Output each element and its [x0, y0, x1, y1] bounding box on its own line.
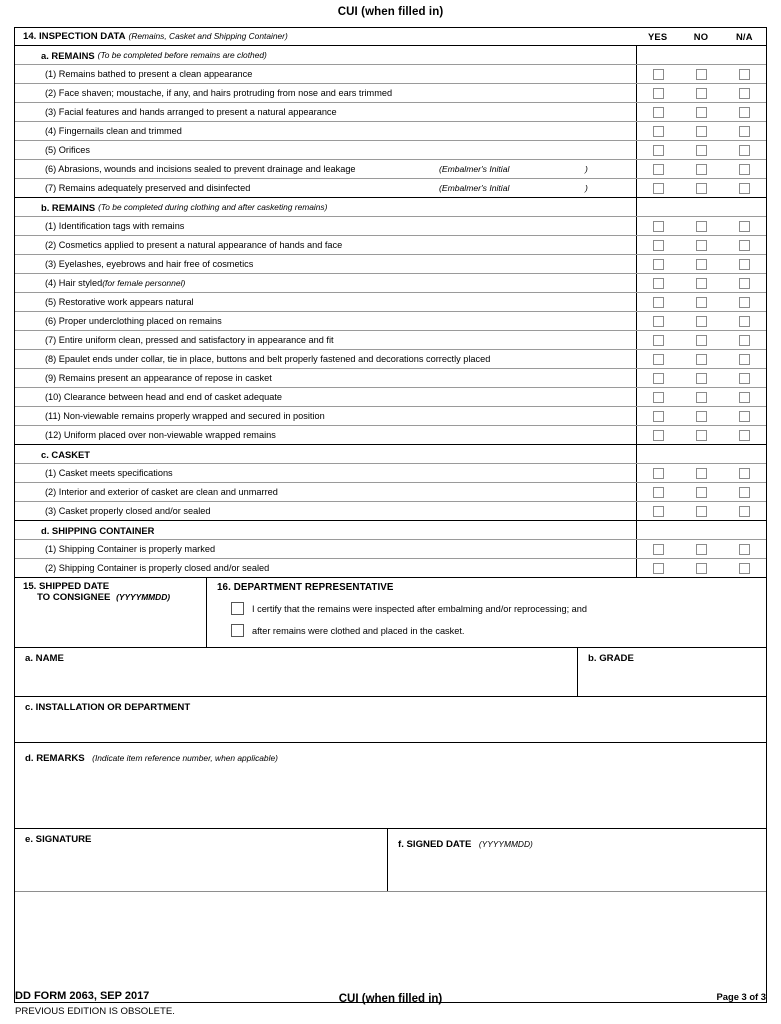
checkbox-cell-na[interactable] — [723, 103, 766, 121]
table-row — [15, 216, 766, 235]
checkbox-no[interactable] — [696, 506, 707, 517]
table-row — [15, 463, 766, 482]
name-field-cell[interactable] — [15, 648, 578, 696]
section-14-header-row — [15, 28, 766, 45]
checkbox-na[interactable] — [739, 297, 750, 308]
checkbox-cell-no[interactable] — [680, 217, 723, 235]
checkbox-cell-na[interactable] — [723, 483, 766, 501]
item-label: (2) Shipping Container is properly closed and/or sealed — [45, 562, 270, 573]
table-row — [15, 330, 766, 349]
certify-label-1: I certify that the remains were inspected after embalming and/or reprocessing; and — [252, 603, 588, 614]
group-b-heading-italic: (To be completed during clothing and after casketing remains) — [98, 201, 328, 212]
embalmer-initial-label: (Embalmer's Initial — [439, 183, 510, 193]
checkbox-no[interactable] — [696, 240, 707, 251]
table-row — [15, 368, 766, 387]
checkbox-cell-no[interactable] — [680, 350, 723, 368]
section-15-label-line1: 15. SHIPPED DATE — [23, 581, 110, 592]
checkbox-no[interactable] — [696, 297, 707, 308]
row-checkboxes — [636, 274, 766, 292]
checkbox-cell-no[interactable] — [680, 122, 723, 140]
group-c-heading — [15, 445, 636, 463]
checkbox-no[interactable] — [696, 221, 707, 232]
row-checkboxes — [636, 179, 766, 197]
yes-no-na-header — [636, 28, 766, 45]
row-checkboxes — [636, 331, 766, 349]
table-row — [15, 539, 766, 558]
signature-label: e. SIGNATURE — [25, 834, 92, 845]
checkbox-yes[interactable] — [653, 259, 664, 270]
checkbox-cell-yes[interactable] — [637, 217, 680, 235]
row-checkboxes — [636, 293, 766, 311]
table-row — [15, 159, 766, 178]
remarks-field-cell[interactable] — [15, 742, 766, 828]
item-label: (8) Epaulet ends under collar, tie in place, buttons and belt properly fastened and decorations correctly placed — [45, 353, 491, 364]
checkbox-cell-yes[interactable] — [637, 350, 680, 368]
checkbox-na[interactable] — [739, 164, 750, 175]
item-label: (1) Casket meets specifications — [45, 467, 173, 478]
embalmer-initial-label: (Embalmer's Initial — [439, 164, 510, 174]
checkbox-na[interactable] — [739, 506, 750, 517]
column-header-no: NO — [693, 31, 709, 42]
item-label: (2) Cosmetics applied to present a natural appearance of hands and face — [45, 239, 343, 250]
row-checkboxes — [636, 160, 766, 178]
certify-checkbox-2[interactable] — [231, 624, 244, 637]
item-label: (4) Fingernails clean and trimmed — [45, 125, 182, 136]
checkbox-yes[interactable] — [653, 145, 664, 156]
group-b-heading-checkcols — [636, 198, 766, 216]
checkbox-na[interactable] — [739, 354, 750, 365]
checkbox-cell-na[interactable] — [723, 369, 766, 387]
checkbox-no[interactable] — [696, 354, 707, 365]
item-label: (7) Entire uniform clean, pressed and satisfactory in appearance and fit — [45, 334, 334, 345]
item-label: (9) Remains present an appearance of repose in casket — [45, 372, 272, 383]
group-d-heading-checkcols — [636, 521, 766, 539]
checkbox-cell-na[interactable] — [723, 179, 766, 197]
checkbox-cell-na[interactable] — [723, 217, 766, 235]
checkbox-cell-na[interactable] — [723, 236, 766, 254]
checkbox-yes[interactable] — [653, 411, 664, 422]
section-15-shipped-date[interactable] — [15, 578, 207, 647]
signature-field-cell[interactable] — [15, 829, 388, 891]
checkbox-cell-yes[interactable] — [637, 160, 680, 178]
checkbox-na[interactable] — [739, 316, 750, 327]
page-footer — [14, 990, 767, 1020]
item-label: (10) Clearance between head and end of casket adequate — [45, 391, 283, 402]
row-checkboxes — [636, 426, 766, 444]
item-label: (1) Identification tags with remains — [45, 220, 185, 231]
table-row — [15, 273, 766, 292]
checkbox-yes[interactable] — [653, 392, 664, 403]
table-row — [15, 254, 766, 273]
item-label: (3) Casket properly closed and/or sealed — [45, 505, 211, 516]
group-d-heading-text: d. SHIPPING CONTAINER — [41, 524, 155, 536]
checkbox-no[interactable] — [696, 145, 707, 156]
row-checkboxes — [636, 483, 766, 501]
checkbox-cell-yes[interactable] — [637, 369, 680, 387]
certify-label-2: after remains were clothed and placed in the casket. — [252, 625, 465, 636]
row-checkboxes — [636, 84, 766, 102]
embalmer-initial-paren: ) — [585, 183, 588, 193]
checkbox-na[interactable] — [739, 240, 750, 251]
item-label: (2) Face shaven; moustache, if any, and hairs protruding from nose and ears trimmed — [45, 87, 393, 98]
item-label — [15, 274, 636, 292]
checkbox-na[interactable] — [739, 259, 750, 270]
checkbox-no[interactable] — [696, 411, 707, 422]
item-label: (6) Proper underclothing placed on remains — [45, 315, 222, 326]
section-14-number-title: 14. INSPECTION DATA — [23, 31, 126, 42]
item-label: (11) Non-viewable remains properly wrapped and secured in position — [45, 410, 325, 421]
section-16-department-representative — [207, 578, 766, 647]
checkbox-no[interactable] — [696, 278, 707, 289]
group-a-heading-text: a. REMAINS — [41, 49, 95, 61]
checkbox-yes[interactable] — [653, 373, 664, 384]
checkbox-na[interactable] — [739, 69, 750, 80]
group-b-heading-text: b. REMAINS — [41, 201, 96, 213]
table-row — [15, 102, 766, 121]
checkbox-cell-no[interactable] — [680, 502, 723, 520]
checkbox-cell-no[interactable] — [680, 312, 723, 330]
checkbox-cell-na[interactable] — [723, 293, 766, 311]
signature-row — [15, 828, 766, 891]
checkbox-no[interactable] — [696, 430, 707, 441]
checkbox-yes[interactable] — [653, 430, 664, 441]
checkbox-cell-yes[interactable] — [637, 293, 680, 311]
previous-edition-notice: PREVIOUS EDITION IS OBSOLETE. — [15, 1006, 175, 1017]
checkbox-cell-yes[interactable] — [637, 464, 680, 482]
table-row — [15, 501, 766, 520]
certify-checkbox-1[interactable] — [231, 602, 244, 615]
checkbox-cell-yes[interactable] — [637, 255, 680, 273]
group-b-heading-row — [15, 197, 766, 216]
checkbox-no[interactable] — [696, 373, 707, 384]
checkbox-cell-no[interactable] — [680, 331, 723, 349]
checkbox-cell-na[interactable] — [723, 559, 766, 577]
checkbox-no[interactable] — [696, 183, 707, 194]
checkbox-cell-na[interactable] — [723, 464, 766, 482]
signed-date-label: f. SIGNED DATE — [398, 839, 472, 850]
row-checkboxes — [636, 540, 766, 558]
signed-date-field-cell[interactable] — [388, 829, 766, 891]
checkbox-no[interactable] — [696, 392, 707, 403]
section-14-title-italic: (Remains, Casket and Shipping Container) — [128, 31, 288, 41]
checkbox-cell-yes[interactable] — [637, 407, 680, 425]
checkbox-cell-na[interactable] — [723, 84, 766, 102]
checkbox-no[interactable] — [696, 544, 707, 555]
section-15-label-line2 — [23, 592, 206, 603]
name-label: a. NAME — [25, 653, 64, 664]
checkbox-cell-no[interactable] — [680, 236, 723, 254]
table-row — [15, 349, 766, 368]
column-header-yes: YES — [647, 31, 668, 42]
checkbox-na[interactable] — [739, 430, 750, 441]
checkbox-cell-na[interactable] — [723, 502, 766, 520]
group-a-heading — [15, 46, 636, 64]
group-a-heading-row — [15, 45, 766, 64]
certify-line-2[interactable] — [217, 624, 766, 637]
checkbox-cell-no[interactable] — [680, 255, 723, 273]
checkbox-cell-yes[interactable] — [637, 65, 680, 83]
table-row — [15, 235, 766, 254]
checkbox-yes[interactable] — [653, 563, 664, 574]
checkbox-yes[interactable] — [653, 544, 664, 555]
checkbox-cell-na[interactable] — [723, 350, 766, 368]
row-checkboxes — [636, 464, 766, 482]
section-15-16-row — [15, 577, 766, 647]
checkbox-na[interactable] — [739, 221, 750, 232]
grade-label: b. GRADE — [588, 653, 634, 664]
checkbox-yes[interactable] — [653, 297, 664, 308]
checkbox-yes[interactable] — [653, 468, 664, 479]
row-checkboxes — [636, 559, 766, 577]
table-row — [15, 292, 766, 311]
checkbox-cell-na[interactable] — [723, 160, 766, 178]
group-b-heading — [15, 198, 636, 216]
checkbox-yes[interactable] — [653, 69, 664, 80]
checkbox-na[interactable] — [739, 411, 750, 422]
checkbox-yes[interactable] — [653, 240, 664, 251]
section-15-consignee-text: TO CONSIGNEE — [37, 592, 111, 603]
row-checkboxes — [636, 350, 766, 368]
item-label: (3) Facial features and hands arranged to present a natural appearance — [45, 106, 337, 117]
signed-date-hint: (YYYYMMDD) — [478, 839, 533, 849]
checkbox-yes[interactable] — [653, 221, 664, 232]
checkbox-cell-no[interactable] — [680, 103, 723, 121]
group-c-heading-checkcols — [636, 445, 766, 463]
checkbox-cell-yes[interactable] — [637, 312, 680, 330]
checkbox-yes[interactable] — [653, 316, 664, 327]
checkbox-yes[interactable] — [653, 164, 664, 175]
table-row — [15, 387, 766, 406]
checkbox-cell-no[interactable] — [680, 84, 723, 102]
checkbox-na[interactable] — [739, 487, 750, 498]
installation-field-cell[interactable] — [15, 696, 766, 742]
checkbox-na[interactable] — [739, 563, 750, 574]
checkbox-na[interactable] — [739, 373, 750, 384]
checkbox-cell-yes[interactable] — [637, 559, 680, 577]
remarks-hint: (Indicate item reference number, when applicable) — [92, 753, 278, 763]
group-c-heading-text: c. CASKET — [41, 448, 90, 460]
table-row — [15, 83, 766, 102]
group-a-heading-checkcols — [636, 46, 766, 64]
installation-label: c. INSTALLATION OR DEPARTMENT — [25, 702, 191, 713]
item-label: (5) Orifices — [45, 144, 90, 155]
cui-banner-bottom: CUI (when filled in) — [338, 993, 443, 1005]
checkbox-cell-na[interactable] — [723, 388, 766, 406]
checkbox-no[interactable] — [696, 259, 707, 270]
item-label: (1) Remains bathed to present a clean appearance — [45, 68, 253, 79]
checkbox-cell-yes[interactable] — [637, 122, 680, 140]
group-c-heading-row — [15, 444, 766, 463]
item-text: (4) Hair styled — [45, 277, 103, 288]
checkbox-na[interactable] — [739, 88, 750, 99]
checkbox-na[interactable] — [739, 335, 750, 346]
row-checkboxes — [636, 369, 766, 387]
remarks-label: d. REMARKS — [25, 753, 85, 764]
checkbox-no[interactable] — [696, 164, 707, 175]
item-label: (3) Eyelashes, eyebrows and hair free of cosmetics — [45, 258, 254, 269]
row-checkboxes — [636, 122, 766, 140]
group-d-heading — [15, 521, 636, 539]
table-row — [15, 140, 766, 159]
checkbox-cell-na[interactable] — [723, 407, 766, 425]
row-checkboxes — [636, 312, 766, 330]
checkbox-cell-na[interactable] — [723, 331, 766, 349]
group-a-heading-italic: (To be completed before remains are clothed) — [97, 49, 267, 60]
blank-continuation-area — [15, 891, 766, 1002]
checkbox-cell-yes[interactable] — [637, 179, 680, 197]
checkbox-yes[interactable] — [653, 335, 664, 346]
checkbox-cell-yes[interactable] — [637, 426, 680, 444]
grade-field-cell[interactable] — [578, 648, 766, 696]
checkbox-cell-yes[interactable] — [637, 141, 680, 159]
row-checkboxes — [636, 103, 766, 121]
checkbox-no[interactable] — [696, 107, 707, 118]
item-text-italic: (for female personnel) — [102, 277, 186, 288]
checkbox-cell-na[interactable] — [723, 312, 766, 330]
table-row — [15, 558, 766, 577]
checkbox-cell-no[interactable] — [680, 540, 723, 558]
embalmer-initial-note — [439, 179, 588, 197]
checkbox-cell-no[interactable] — [680, 483, 723, 501]
checkbox-cell-yes[interactable] — [637, 84, 680, 102]
inspection-form-frame — [14, 27, 767, 1003]
row-checkboxes — [636, 236, 766, 254]
row-checkboxes — [636, 502, 766, 520]
checkbox-cell-no[interactable] — [680, 559, 723, 577]
checkbox-cell-yes[interactable] — [637, 236, 680, 254]
checkbox-cell-yes[interactable] — [637, 540, 680, 558]
checkbox-no[interactable] — [696, 316, 707, 327]
section-16-title: 16. DEPARTMENT REPRESENTATIVE — [217, 582, 394, 593]
checkbox-yes[interactable] — [653, 107, 664, 118]
row-checkboxes — [636, 217, 766, 235]
item-text: (6) Abrasions, wounds and incisions sealed to prevent drainage and leakage — [45, 164, 356, 174]
checkbox-cell-no[interactable] — [680, 407, 723, 425]
checkbox-cell-na[interactable] — [723, 122, 766, 140]
checkbox-no[interactable] — [696, 335, 707, 346]
remarks-label-line — [25, 748, 766, 766]
checkbox-yes[interactable] — [653, 506, 664, 517]
name-grade-row — [15, 647, 766, 696]
row-checkboxes — [636, 141, 766, 159]
checkbox-cell-yes[interactable] — [637, 274, 680, 292]
embalmer-initial-paren: ) — [585, 164, 588, 174]
row-checkboxes — [636, 407, 766, 425]
checkbox-cell-no[interactable] — [680, 141, 723, 159]
checkbox-no[interactable] — [696, 468, 707, 479]
checkbox-cell-na[interactable] — [723, 65, 766, 83]
checkbox-no[interactable] — [696, 126, 707, 137]
item-label: (5) Restorative work appears natural — [45, 296, 194, 307]
checkbox-yes[interactable] — [653, 88, 664, 99]
group-d-heading-row — [15, 520, 766, 539]
table-row — [15, 64, 766, 83]
checkbox-cell-no[interactable] — [680, 464, 723, 482]
section-15-format-hint: (YYYYMMDD) — [116, 592, 171, 602]
checkbox-na[interactable] — [739, 183, 750, 194]
checkbox-yes[interactable] — [653, 126, 664, 137]
checkbox-cell-yes[interactable] — [637, 483, 680, 501]
page-number: Page 3 of 3 — [716, 991, 766, 1002]
checkbox-cell-yes[interactable] — [637, 103, 680, 121]
table-row — [15, 425, 766, 444]
checkbox-yes[interactable] — [653, 487, 664, 498]
certify-line-1[interactable] — [217, 602, 766, 615]
checkbox-na[interactable] — [739, 544, 750, 555]
checkbox-na[interactable] — [739, 278, 750, 289]
checkbox-no[interactable] — [696, 563, 707, 574]
checkbox-cell-no[interactable] — [680, 388, 723, 406]
checkbox-yes[interactable] — [653, 183, 664, 194]
checkbox-no[interactable] — [696, 487, 707, 498]
checkbox-cell-na[interactable] — [723, 426, 766, 444]
checkbox-na[interactable] — [739, 468, 750, 479]
row-checkboxes — [636, 388, 766, 406]
checkbox-na[interactable] — [739, 107, 750, 118]
table-row — [15, 121, 766, 140]
checkbox-na[interactable] — [739, 126, 750, 137]
table-row — [15, 178, 766, 197]
checkbox-no[interactable] — [696, 69, 707, 80]
form-identifier: DD FORM 2063, SEP 2017 — [15, 990, 150, 1002]
checkbox-yes[interactable] — [653, 354, 664, 365]
item-label — [15, 179, 636, 197]
signed-date-label-line — [398, 834, 766, 852]
checkbox-cell-yes[interactable] — [637, 331, 680, 349]
checkbox-na[interactable] — [739, 392, 750, 403]
checkbox-no[interactable] — [696, 88, 707, 99]
cui-banner-top: CUI (when filled in) — [337, 6, 444, 18]
checkbox-cell-na[interactable] — [723, 141, 766, 159]
table-row — [15, 482, 766, 501]
item-label: (2) Interior and exterior of casket are clean and unmarred — [45, 486, 278, 497]
item-label — [15, 160, 636, 178]
table-row — [15, 311, 766, 330]
checkbox-cell-yes[interactable] — [637, 388, 680, 406]
checkbox-cell-no[interactable] — [680, 179, 723, 197]
item-label: (12) Uniform placed over non-viewable wrapped remains — [45, 429, 276, 440]
checkbox-cell-yes[interactable] — [637, 502, 680, 520]
row-checkboxes — [636, 255, 766, 273]
checkbox-cell-no[interactable] — [680, 293, 723, 311]
checkbox-cell-no[interactable] — [680, 65, 723, 83]
checkbox-cell-na[interactable] — [723, 255, 766, 273]
section-14-title — [15, 28, 636, 45]
item-label: (1) Shipping Container is properly marked — [45, 543, 216, 554]
row-checkboxes — [636, 65, 766, 83]
checkbox-na[interactable] — [739, 145, 750, 156]
checkbox-cell-na[interactable] — [723, 274, 766, 292]
embalmer-initial-note — [439, 160, 588, 178]
checkbox-yes[interactable] — [653, 278, 664, 289]
checkbox-cell-no[interactable] — [680, 274, 723, 292]
item-text: (7) Remains adequately preserved and disinfected — [45, 183, 251, 193]
checkbox-cell-no[interactable] — [680, 426, 723, 444]
table-row — [15, 406, 766, 425]
checkbox-cell-na[interactable] — [723, 540, 766, 558]
checkbox-cell-no[interactable] — [680, 369, 723, 387]
checkbox-cell-no[interactable] — [680, 160, 723, 178]
column-header-na: N/A — [735, 31, 753, 42]
